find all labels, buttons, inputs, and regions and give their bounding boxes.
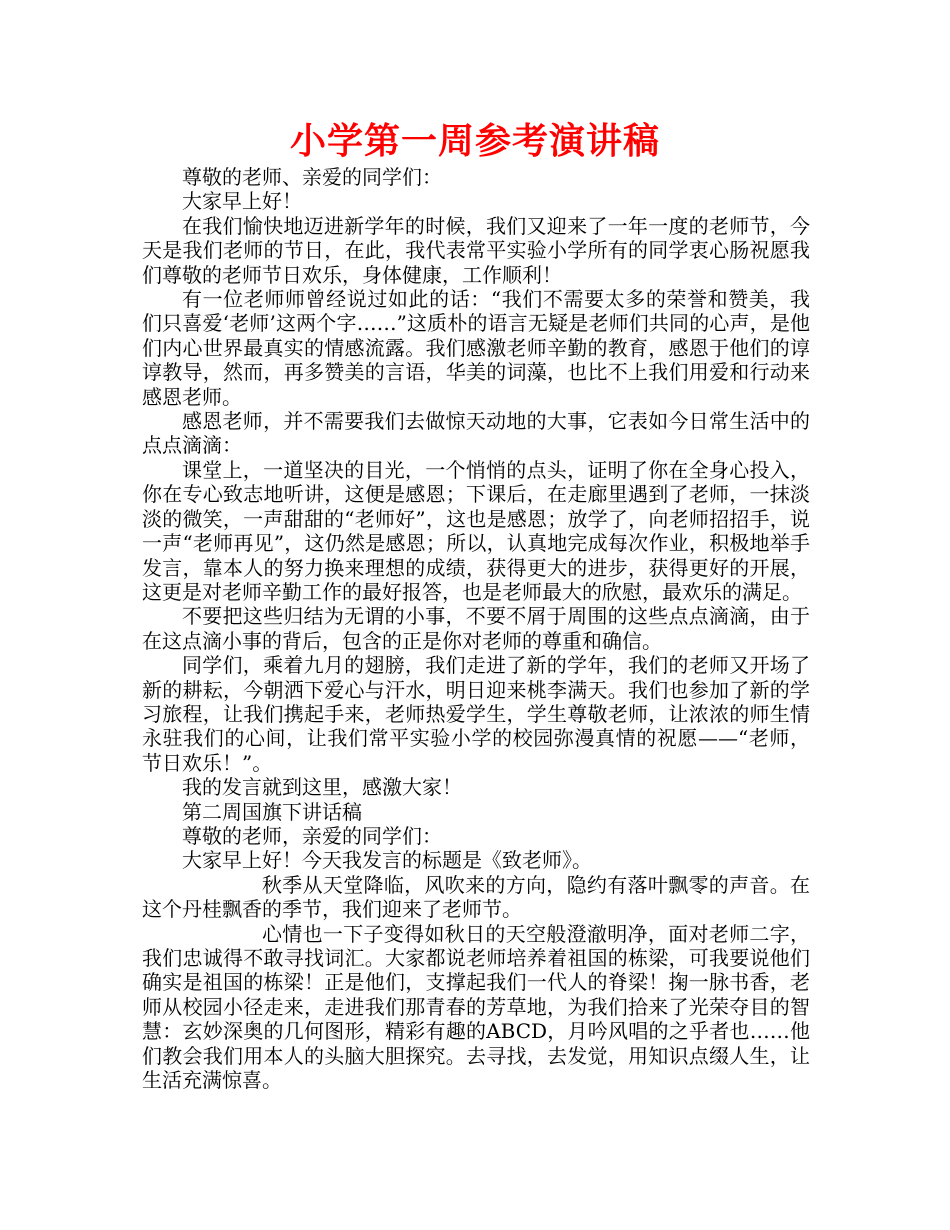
paragraph: 在我们愉快地迈进新学年的时候，我们又迎来了一年一度的老师节，今天是我们老师的节日，在此，我代表常平实验小学所有的同学衷心肠祝愿我们尊敬的老师节日欢乐，身体健康，工作顺利！ — [142, 213, 810, 287]
paragraph: 有一位老师师曾经说过如此的话：“我们不需要太多的荣誉和赞美，我们只喜爱‘老师’这两个字……”这质朴的语言无疑是老师们共同的心声，是他们内心世界最真实的情感流露。我们感激老师辛勤的教育，感恩于他们的谆谆教导，然而，再多赞美的言语，华美的词藻，也比不上我们用爱和行动来感恩老师。 — [142, 287, 810, 409]
paragraph: 我的发言就到这里，感激大家！ — [182, 775, 462, 800]
document-title: 小学第一周参考演讲稿 — [289, 121, 660, 162]
section-heading: 第二周国旗下讲话稿 — [182, 799, 362, 824]
paragraph-greeting: 尊敬的老师，亲爱的同学们： — [182, 823, 442, 848]
paragraph: 不要把这些归结为无谓的小事，不要不屑于周围的这些点点滴滴，由于在这点滴小事的背后，包含的正是你对老师的尊重和确信。 — [142, 604, 810, 653]
paragraph-greeting: 尊敬的老师、亲爱的同学们： — [182, 165, 442, 189]
paragraph: 心情也一下子变得如秋日的天空般澄澈明净，面对老师二字，我们忠诚得不敢寻找词汇。大家都说老师培养着祖国的栋梁，可我要说他们确实是祖国的栋梁！正是他们，支撑起我们一代人的脊梁！掬一脉书香，老师从校园小径走来，走进我们那青春的芳草地，为我们拾来了光荣夺目的智慧：玄妙深奥的几何图形，精彩有趣的ABCD，月吟风唱的之乎者也……他们教会我们用本人的头脑大胆探究。去寻找，去发觉，用知识点缀人生，让生活充满惊喜。 — [142, 921, 810, 1093]
paragraph: 大家早上好！今天我发言的标题是《致老师》。 — [182, 848, 592, 873]
paragraph: 同学们，乘着九月的翅膀，我们走进了新的学年，我们的老师又开场了新的耕耘，今朝洒下爱心与汗水，明日迎来桃李满天。我们也参加了新的学习旅程，让我们携起手来，老师热爱学生，学生尊敬老师，让浓浓的师生情永驻我们的心间，让我们常平实验小学的校园弥漫真情的祝愿——“老师，节日欢乐！”。 — [142, 653, 810, 775]
paragraph: 感恩老师，并不需要我们去做惊天动地的大事，它表如今日常生活中的点点滴滴： — [142, 409, 810, 458]
paragraph: 课堂上，一道坚决的目光，一个悄悄的点头，证明了你在全身心投入，你在专心致志地听讲，这便是感恩；下课后，在走廊里遇到了老师，一抹淡淡的微笑，一声甜甜的“老师好”，这也是感恩；放学了，向老师招招手，说一声“老师再见”，这仍然是感恩；所以，认真地完成每次作业，积极地举手发言，靠本人的努力换来理想的成绩，获得更大的进步，获得更好的开展，这更是对老师辛勤工作的最好报答，也是老师最大的欣慰，最欢乐的满足。 — [142, 457, 810, 604]
document-body — [142, 165, 810, 1092]
paragraph: 秋季从天堂降临，风吹来的方向，隐约有落叶飘零的声音。在这个丹桂飘香的季节，我们迎来了老师节。 — [142, 872, 810, 922]
paragraph-good-morning: 大家早上好！ — [182, 189, 302, 214]
